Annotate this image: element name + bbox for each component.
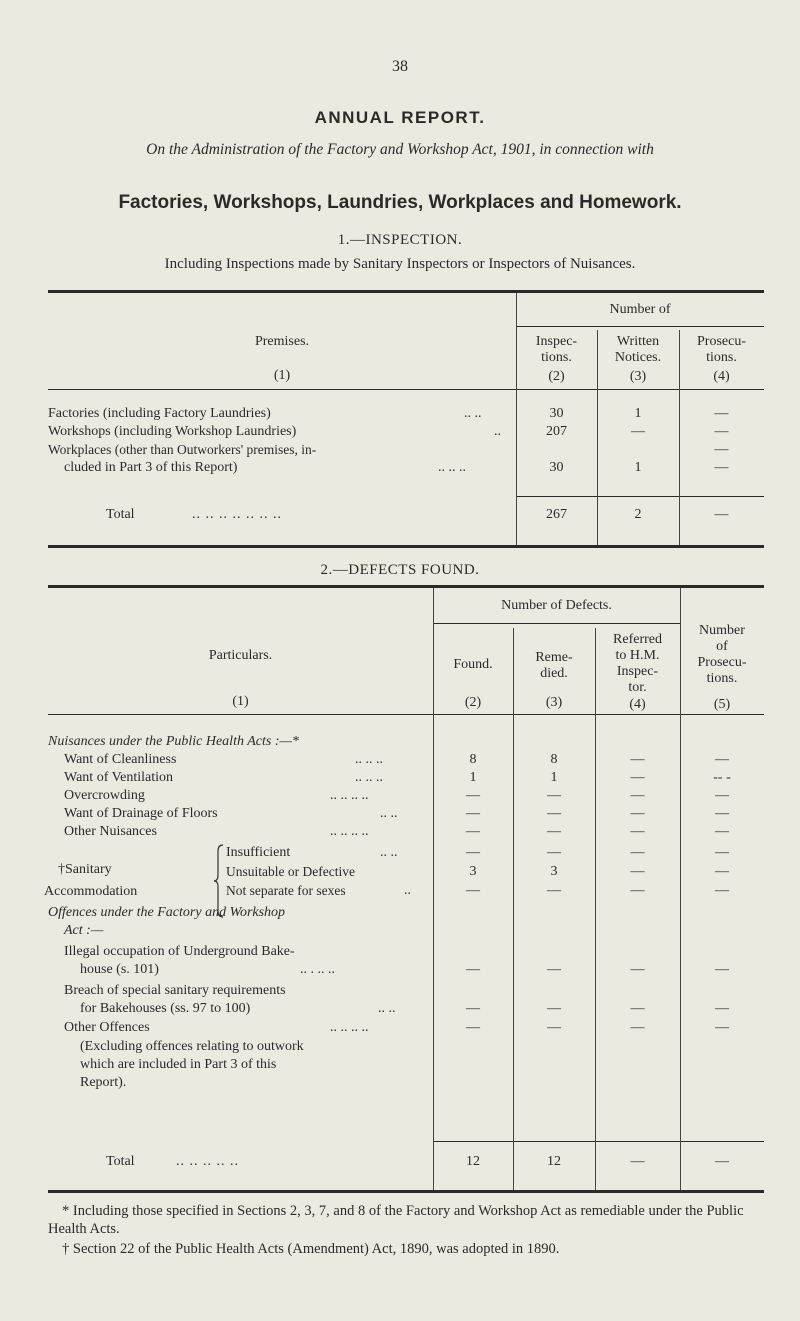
total-label: Total — [106, 1154, 135, 1169]
table-cell: — — [630, 752, 645, 767]
table-cell: — — [630, 962, 645, 977]
table-cell: — — [630, 845, 645, 860]
table-cell: — — [466, 788, 480, 803]
header-notices-l1: Written — [616, 334, 660, 349]
leader-dots: .. — [404, 883, 411, 898]
leader-dots: .. . .. .. — [300, 962, 335, 977]
leader-dots: .. .. .. .. — [330, 824, 369, 839]
header-premises: Premises. — [254, 334, 310, 349]
header-number-of: Number of — [609, 302, 671, 317]
leader-dots: .. .. .. .. — [330, 1020, 369, 1035]
table-rule-bottom — [48, 1190, 764, 1193]
header-notices-num: (3) — [629, 369, 647, 384]
page-number: 38 — [392, 58, 408, 75]
header-remedied-l2: died. — [540, 666, 568, 681]
table-cell: — — [715, 883, 729, 898]
header-found: Found. — [453, 657, 493, 672]
table-cell: 3 — [550, 864, 558, 879]
header-prosecutions-l1: Prosecu- — [697, 334, 746, 349]
table-rule-number-of-defects — [433, 623, 680, 624]
table-cell: — — [630, 1020, 645, 1035]
offences-heading: Offences under the Factory and Workshop — [48, 905, 286, 920]
table-cell: — — [715, 1020, 729, 1035]
table-row-label: Not separate for sexes — [226, 883, 346, 898]
header-prosecutions-l2: tions. — [706, 350, 737, 365]
table-row-label: Unsuitable or Defective — [226, 864, 355, 879]
header-prosecutions-l1: Number — [699, 623, 745, 638]
table-cell: — — [714, 460, 729, 475]
table-cell: — — [466, 962, 480, 977]
leader-dots: .. .. — [378, 1001, 396, 1016]
sanitary-label-l1: †Sanitary — [58, 862, 112, 877]
header-particulars: Particulars. — [208, 648, 273, 663]
section1-subtitle: Including Inspections made by Sanitary Inspectors or Inspectors of Nuisances. — [164, 256, 636, 272]
header-referred-l4: tor. — [628, 680, 647, 695]
table-cell: — — [715, 845, 729, 860]
table-rule-header-right — [516, 389, 764, 390]
leader-dots: .. .. .. — [355, 770, 383, 785]
table-cell: 8 — [469, 752, 477, 767]
table-rule-bottom — [48, 545, 764, 548]
table-cell: — — [547, 1020, 561, 1035]
header-notices-l2: Notices. — [614, 350, 662, 365]
leader-dots: .. .. .. — [438, 460, 466, 475]
table-cell: — — [715, 788, 729, 803]
table-cell: 1 — [469, 770, 477, 785]
header-prosecutions-num: (4) — [713, 369, 730, 384]
table-cell: — — [630, 883, 645, 898]
nuisances-heading: Nuisances under the Public Health Acts :—* — [48, 734, 299, 749]
total-cell: 12 — [466, 1154, 480, 1169]
header-inspections-l1: Inspec- — [535, 334, 578, 349]
table-cell: — — [630, 824, 645, 839]
table-cell: — — [715, 962, 729, 977]
table-cell: — — [630, 806, 645, 821]
table-cell: — — [630, 864, 645, 879]
table-cell: — — [630, 788, 645, 803]
table-rule-header-right — [433, 714, 764, 715]
leader-dots: .. .. — [380, 806, 398, 821]
leader-dots: .. .. .. .. .. .. .. — [192, 507, 282, 522]
table-cell: — — [715, 824, 729, 839]
header-inspections-l2: tions. — [541, 350, 572, 365]
table-cell: — — [630, 1001, 645, 1016]
table-cell: — — [547, 788, 561, 803]
table-row-label: Illegal occupation of Underground Bake- — [64, 944, 295, 959]
table-cell: 8 — [550, 752, 558, 767]
offences-heading-cont: Act :— — [64, 923, 104, 938]
table-cell: — — [547, 883, 561, 898]
table-row-label: Insufficient — [226, 845, 291, 860]
table-row-label: Overcrowding — [64, 788, 145, 803]
offence-note-line: which are included in Part 3 of this — [80, 1057, 277, 1072]
table-cell: — — [466, 1001, 480, 1016]
total-cell: — — [630, 1154, 645, 1169]
table-cell: — — [630, 770, 645, 785]
table-cell: — — [466, 845, 480, 860]
table-cell: — — [547, 1001, 561, 1016]
header-number-of-defects: Number of Defects. — [501, 598, 612, 613]
table-cell: 207 — [546, 424, 567, 439]
table-row-label-cont: for Bakehouses (ss. 97 to 100) — [80, 1001, 251, 1016]
table-cell: — — [547, 824, 561, 839]
table-rule-top — [48, 585, 764, 588]
header-prosecutions-l2: of — [716, 639, 728, 654]
section1-title: 1.—INSPECTION. — [337, 232, 463, 248]
table-cell: — — [714, 406, 729, 421]
table-cell: 3 — [469, 864, 477, 879]
header-referred-l2: to H.M. — [615, 648, 660, 663]
table-rule-total — [433, 1141, 764, 1142]
header-found-num: (2) — [464, 695, 482, 710]
leader-dots: .. .. — [380, 845, 398, 860]
table-row-label-cont: house (s. 101) — [80, 962, 159, 977]
header-premises-num: (1) — [273, 368, 291, 383]
table-cell: -- - — [713, 770, 731, 785]
total-cell: 12 — [547, 1154, 561, 1169]
section2-title: 2.—DEFECTS FOUND. — [320, 562, 480, 578]
header-referred-num: (4) — [629, 697, 646, 712]
table-row-label: Breach of special sanitary requirements — [64, 983, 286, 998]
total-cell: 2 — [634, 507, 642, 522]
table-cell: — — [631, 424, 645, 439]
table-cell: 1 — [550, 770, 558, 785]
table-cell: 1 — [634, 460, 642, 475]
header-prosecutions-l4: tions. — [706, 671, 738, 686]
total-label: Total — [106, 507, 135, 522]
report-subtitle: On the Administration of the Factory and Workshop Act, 1901, in connection with — [146, 141, 654, 158]
table-row-label: Workshops (including Workshop Laundries) — [48, 424, 297, 439]
table-rule-top — [48, 290, 764, 293]
table-rule-number-of — [516, 326, 764, 327]
table-cell: — — [547, 962, 561, 977]
table-cell: — — [466, 1020, 480, 1035]
table-row-label: Want of Cleanliness — [64, 752, 177, 767]
col-divider-2 — [513, 628, 514, 1190]
table-cell: 30 — [549, 406, 564, 421]
header-prosecutions-l3: Prosecu- — [697, 655, 747, 670]
total-cell: — — [715, 1154, 729, 1169]
leader-dots: .. .. .. .. .. — [176, 1154, 239, 1169]
table-cell: — — [466, 824, 480, 839]
table-row-label: Workplaces (other than Outworkers' premises, in- — [48, 442, 317, 457]
leader-dots: .. .. .. .. — [330, 788, 369, 803]
table-row-label: Want of Drainage of Floors — [64, 806, 218, 821]
table-cell: — — [466, 806, 480, 821]
report-heading: Factories, Workshops, Laundries, Workplaces and Homework. — [118, 192, 682, 213]
leader-dots: .. .. — [464, 406, 482, 421]
table-row-label-cont: cluded in Part 3 of this Report) — [64, 460, 238, 475]
header-remedied-num: (3) — [545, 695, 563, 710]
table-cell: — — [547, 845, 561, 860]
header-referred-l3: Inspec- — [616, 664, 659, 679]
footnote-dagger: † Section 22 of the Public Health Acts (Amendment) Act, 1890, was adopted in 1890. — [62, 1241, 560, 1257]
leader-dots: .. .. .. — [355, 752, 383, 767]
offence-note-line: Report). — [80, 1075, 127, 1090]
table-row-label: Want of Ventilation — [64, 770, 174, 785]
offence-note-line: (Excluding offences relating to outwork — [80, 1039, 304, 1054]
table-cell: — — [715, 752, 729, 767]
table-cell: — — [714, 424, 729, 439]
table-cell: — — [714, 442, 729, 457]
header-inspections-num: (2) — [548, 369, 565, 384]
table-row-label: Factories (including Factory Laundries) — [48, 406, 271, 421]
report-title: ANNUAL REPORT. — [314, 108, 486, 127]
table-cell: — — [466, 883, 480, 898]
header-particulars-num: (1) — [232, 694, 249, 709]
table-cell: 1 — [634, 406, 642, 421]
table-cell: 30 — [549, 460, 564, 475]
header-prosecutions-num: (5) — [713, 697, 731, 712]
footnote-star: * Including those specified in Sections 2, 3, 7, and 8 of the Factory and Workshop Act as remediable under the Public Health Acts. — [48, 1203, 744, 1237]
table-rule-header-left — [48, 714, 433, 715]
table-cell: — — [547, 806, 561, 821]
table-rule-header-left — [48, 389, 516, 390]
header-remedied-l1: Reme- — [535, 650, 573, 665]
table-row-label: Other Nuisances — [64, 824, 157, 839]
total-cell: — — [714, 507, 729, 522]
leader-dots: .. — [494, 424, 501, 439]
table-cell: — — [715, 1001, 729, 1016]
table-cell: — — [715, 864, 729, 879]
total-cell: 267 — [546, 507, 567, 522]
header-referred-l1: Referred — [613, 632, 662, 647]
table-cell: — — [715, 806, 729, 821]
sanitary-label-l2: Accommodation — [44, 884, 138, 899]
table-rule-total — [516, 496, 764, 497]
table-row-label: Other Offences — [64, 1020, 150, 1035]
